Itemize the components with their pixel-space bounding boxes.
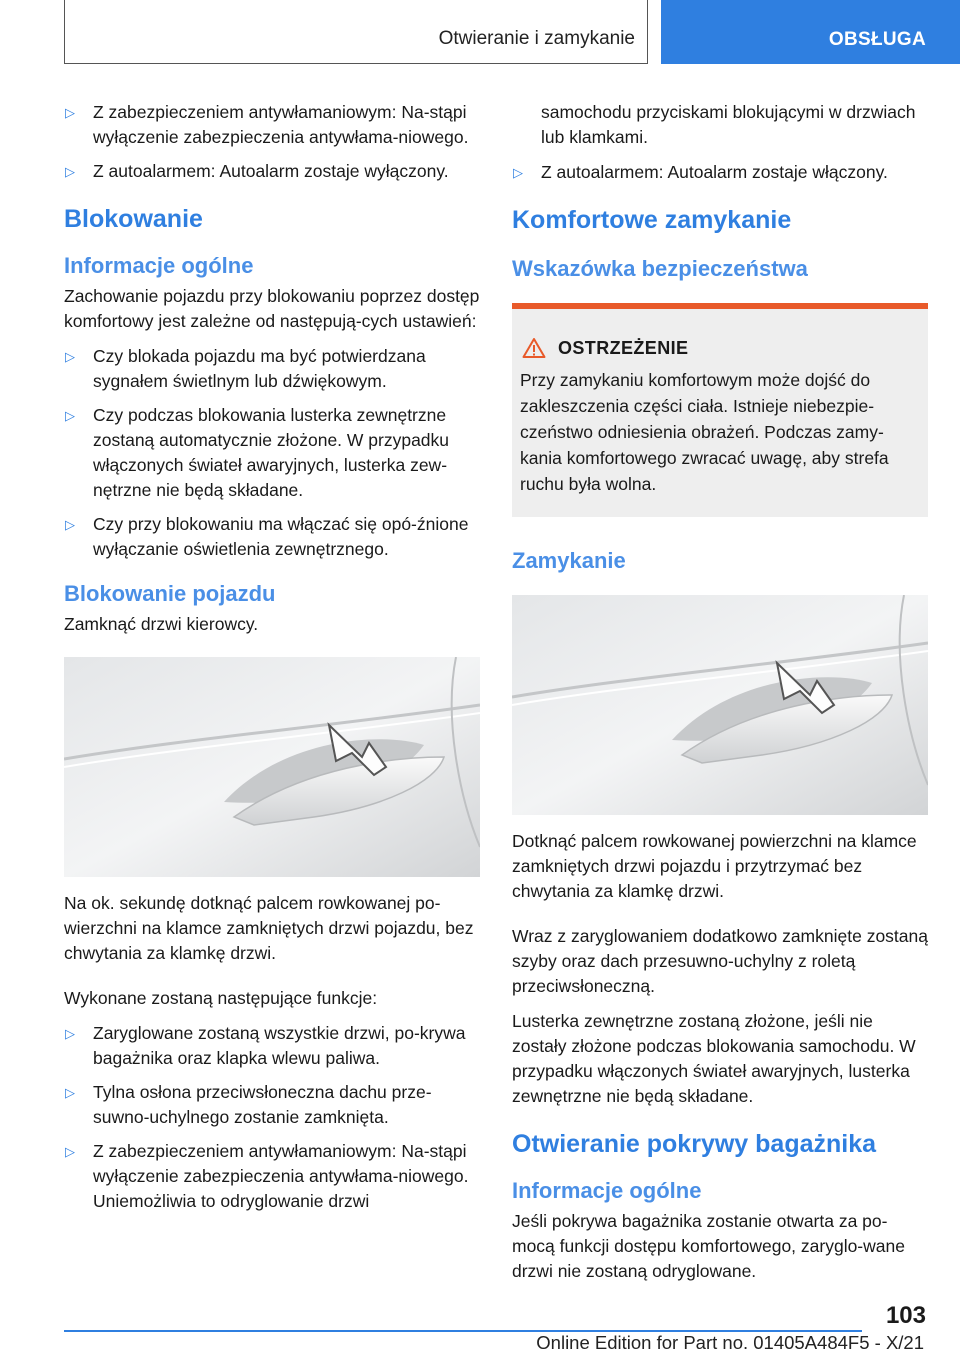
- header-section-box: [661, 0, 960, 64]
- paragraph-touch-hold: Dotknąć palcem rowkowanej powierzchni na klamce zamkniętych drzwi pojazdu i przytrzymać bez chwytania za klamkę drzwi.: [512, 831, 917, 901]
- heading-blokowanie: Blokowanie: [64, 205, 203, 233]
- warning-triangle-icon: [522, 337, 546, 359]
- warning-text: Przy zamykaniu komfortowym może dojść do zakleszczenia części ciała. Istnieje niebezpie-czeństwo odniesienia obrażeń. Podczas zamy-kania komfortowego zwracać uwagę, aby strefa ruchu była wolna.: [520, 370, 889, 494]
- list-item: ▷ Tylna osłona przeciwsłoneczna dachu prze-suwno-uchylnego zostanie zamknięta.: [65, 1082, 432, 1127]
- triangle-right-icon: ▷: [65, 1026, 75, 1041]
- paragraph-close-door: Zamknąć drzwi kierowcy.: [64, 614, 259, 634]
- list-item: ▷ Z autoalarmem: Autoalarm zostaje wyłączony.: [64, 159, 480, 184]
- paragraph-trunk: Jeśli pokrywa bagażnika zostanie otwarta za po-mocą funkcji dostępu komfortowego, zaryglo-wane drzwi nie zostaną odryglowane.: [512, 1211, 905, 1281]
- triangle-right-icon: ▷: [513, 165, 523, 180]
- paragraph-info: Zachowanie pojazdu przy blokowaniu poprzez dostęp komfortowy jest zależne od następują-cych ustawień:: [64, 286, 480, 331]
- heading-informacje-ogolne-2: Informacje ogólne: [512, 1178, 702, 1203]
- function-bullets: [64, 1021, 480, 1214]
- list-item: ▷ Z autoalarmem: Autoalarm zostaje włączony.: [512, 160, 928, 185]
- left-column: [64, 100, 480, 1224]
- warning-title: OSTRZEŻENIE: [558, 337, 689, 358]
- heading-wskazowka: Wskazówka bezpieczeństwa: [512, 256, 808, 281]
- heading-zamykanie: Zamykanie: [512, 548, 626, 573]
- triangle-right-icon: ▷: [65, 1085, 75, 1100]
- triangle-right-icon: ▷: [65, 408, 75, 423]
- paragraph-mirrors: Lusterka zewnętrzne zostaną złożone, jeśli nie zostały złożone podczas blokowania samochodu. W przypadku włączonych świateł awaryjnych, lusterka zewnętrzne nie będą składane.: [512, 1011, 916, 1106]
- door-handle-photo: [512, 595, 928, 815]
- list-item: ▷ Czy podczas blokowania lusterka zewnętrzne zostaną automatycznie złożone. W przypadku włączonych świateł awaryjnych, lusterka zew-nętrzne nie będą składane.: [65, 405, 450, 500]
- heading-otwieranie-pokrywy: Otwieranie pokrywy bagażnika: [512, 1130, 877, 1158]
- triangle-right-icon: ▷: [65, 164, 75, 179]
- triangle-right-icon: ▷: [65, 517, 75, 532]
- paragraph-windows: Wraz z zaryglowaniem dodatkowo zamknięte zostaną szyby oraz dach przesuwno-uchylny z roletą przeciwsłoneczną.: [512, 926, 928, 996]
- triangle-right-icon: ▷: [65, 349, 75, 364]
- header-title: Otwieranie i zamykanie: [438, 28, 635, 49]
- header-title-box: [64, 0, 648, 64]
- list-item: ▷ Czy przy blokowaniu ma włączać się opó-źnione wyłączanie oświetlenia zewnętrznego.: [65, 514, 469, 559]
- list-item: ▷ Czy blokada pojazdu ma być potwierdzana sygnałem świetlnym lub dźwiękowym.: [65, 346, 426, 391]
- heading-informacje-ogolne: Informacje ogólne: [64, 253, 254, 278]
- triangle-right-icon: ▷: [65, 1144, 75, 1159]
- door-handle-photo: [64, 657, 480, 877]
- list-item: ▷ Zaryglowane zostaną wszystkie drzwi, po-krywa bagażnika oraz klapka wlewu paliwa.: [65, 1023, 466, 1068]
- left-top-bullets: [64, 100, 480, 184]
- list-item: ▷ Z zabezpieczeniem antywłamaniowym: Na-stąpi wyłączenie zabezpieczenia antywłama-niowego. Uniemożliwia to odryglowanie drzwi: [65, 1141, 469, 1211]
- warning-header: [520, 337, 918, 359]
- page-number: 103: [885, 1302, 926, 1329]
- heading-komfortowe-zamykanie: Komfortowe zamykanie: [512, 206, 792, 234]
- info-bullets: [64, 344, 480, 562]
- list-item: ▷ Z zabezpieczeniem antywłamaniowym: Na-stąpi wyłączenie zabezpieczenia antywłama-niowego.: [65, 102, 469, 147]
- paragraph-functions-intro: Wykonane zostaną następujące funkcje:: [64, 988, 378, 1008]
- right-column: [512, 100, 928, 1294]
- warning-box: [512, 303, 928, 517]
- paragraph-touch: Na ok. sekundę dotknąć palcem rowkowanej po-wierzchni na klamce zamkniętych drzwi pojazdu, bez chwytania za klamkę drzwi.: [64, 893, 474, 963]
- heading-blokowanie-pojazdu: Blokowanie pojazdu: [64, 581, 276, 606]
- footer-edition: Online Edition for Part no. 01405A484F5 - X/21: [536, 1332, 924, 1353]
- header-section: OBSŁUGA: [828, 29, 926, 50]
- triangle-right-icon: ▷: [65, 105, 75, 120]
- paragraph-continuation: samochodu przyciskami blokującymi w drzwiach lub klamkami.: [541, 102, 916, 147]
- right-top-bullets: [512, 160, 928, 185]
